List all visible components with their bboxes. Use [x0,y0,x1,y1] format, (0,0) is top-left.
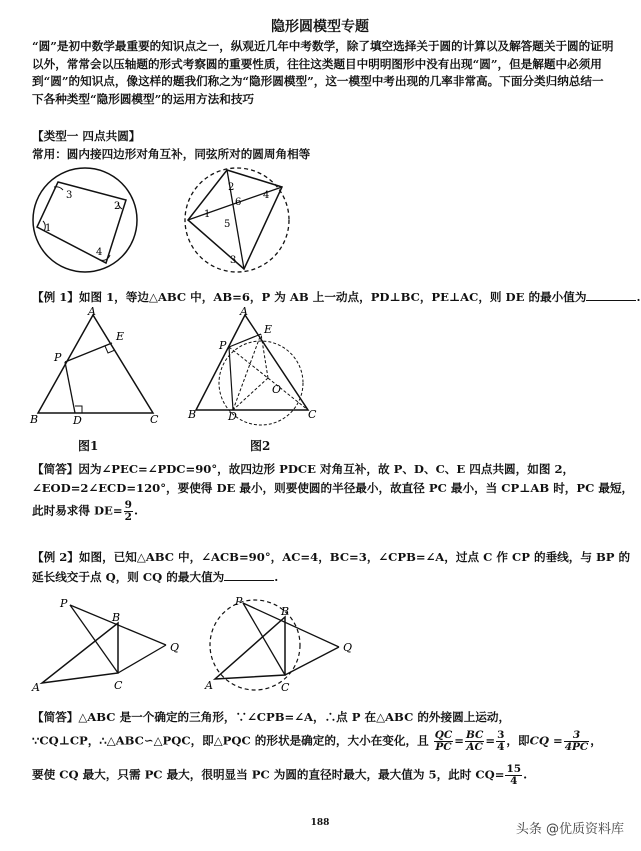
label-C1: C [150,413,159,426]
angle-label-4: 4 [96,247,103,258]
answer-blank [586,290,636,301]
angle-label-3: 3 [66,190,73,201]
example1-question: 【例 1】如图 1，等边△ABC 中，AB=6，P 为 AB 上一动点，PD⊥BC，PE⊥AC，则 DE 的最小值为 . [32,290,641,304]
angle-label-3b: 3 [230,255,237,266]
label-A4: A [205,679,213,692]
fraction-9-2: $\frac{9}{2}$ [124,499,132,523]
fraction-bc-ac: $\frac{BC}{AC}$ [465,729,484,753]
example2-question-line2: 延长线交于点 Q，则 CQ 的最大值为 . [32,570,279,584]
label-A2: A [240,305,248,318]
example1-answer-line3: 此时易求得 DE= $\frac{9}{2}$ . [32,499,138,523]
example1-answer-line2: ∠EOD=2∠ECD=120°，要使得 DE 最小，则要使圆的半径最小，故直径 PC 最小，当 CP⊥AB 时，PC 最短， [32,481,634,495]
fraction-3-4: $\frac{3}{4}$ [497,729,505,753]
angle-label-2b: 2 [228,182,235,193]
label-C2: C [308,408,317,421]
angle-label-1: 1 [45,223,52,234]
label-C4: C [281,681,290,694]
figure2-caption: 图2 [250,439,271,453]
label-D1: D [73,414,82,427]
label-E1: E [116,330,125,343]
fraction-3-4pc: $\frac{3}{4PC}$ [564,729,589,753]
label-B4: B [281,605,290,618]
label-P3: P [60,597,68,610]
example2-answer-line1: 【简答】△ABC 是一个确定的三角形，∵∠CPB=∠A，∴点 P 在△ABC 的外接圆上运动， [32,710,511,724]
example1-figure1 [28,305,168,425]
angle-label-6b: 6 [235,197,242,208]
label-P2: P [219,339,227,352]
angle-label-2: 2 [114,201,121,212]
type1-common: 常用：圆内接四边形对角互补，同弦所对的圆周角相等 [32,147,311,161]
answer-blank-2 [224,570,274,581]
label-D2: D [228,410,237,423]
example2-question-line1: 【例 2】如图，已知△ABC 中，∠ACB=90°，AC=4，BC=3，∠CPB=∠A，过点 C 作 CP 的垂线，与 BP 的 [32,550,631,564]
label-B1: B [30,413,39,426]
page-title: 隐形圆模型专题 [271,19,369,35]
example2-figure1 [30,595,190,695]
label-B3: B [112,611,121,624]
figure1-caption: 图1 [78,439,99,453]
label-C3: C [114,679,123,692]
label-O2: O [272,383,282,396]
label-Q3: Q [170,641,180,654]
example2-answer-line3: 要使 CQ 最大，只需 PC 最大，很明显当 PC 为圆的直径时最大，最大值为 5，此时 CQ= $\frac{15}{4}$ . [32,763,528,787]
label-A3: A [32,681,40,694]
label-A1: A [88,305,96,318]
label-P1: P [54,351,62,364]
angle-label-5b: 5 [224,219,231,230]
fraction-qc-pc: $\frac{QC}{PC}$ [434,729,453,753]
fraction-15-4: $\frac{15}{4}$ [506,763,522,787]
type1-heading: 【类型一 四点共圆】 [32,129,141,143]
cyclic-angles-figure [182,165,292,275]
label-B2: B [188,408,197,421]
watermark: 头条 @优质资料库 [515,822,624,837]
intro-paragraph: “圆”是初中数学最重要的知识点之一，纵观近几年中考数学，除了填空选择关于圆的计算以及解答题关于圆的证明以外，常常会以压轴题的形式考察圆的重要性质，往往这类题目中明明图形中没有出现“圆”，但是解题中必须用到“圆”的知识点，像这样的题我们称之为“隐形圆模型”，这一模型中考出现的几率非常高。下面分类归纳总结一下各种类型“隐形圆模型”的运用方法和技巧 [32,39,614,106]
page-number: 188 [310,818,330,828]
example2-answer-line2: ∵CQ⊥CP，∴△ABC∽△PQC，即△PQC 的形状是确定的，大小在变化，且 $\frac{QC}{PC}$ = $\frac{BC}{AC}$ = $\frac{3}{4}$ ，即CQ = $\frac{3}{4PC}$ ， [32,729,602,753]
label-P4: P [235,595,243,608]
example2-figure2 [205,595,365,700]
example1-figure2 [188,305,328,425]
example1-answer-line1: 【简答】因为∠PEC=∠PDC=90°，故四边形 PDCE 对角互补，故 P、D、C、E 四点共圆，如图 2， [32,462,575,476]
angle-label-1b: 1 [204,209,211,220]
label-E2: E [264,323,273,336]
angle-label-4b: 4 [263,190,270,201]
inscribed-quadrilateral-figure [30,165,140,275]
label-Q4: Q [343,641,353,654]
